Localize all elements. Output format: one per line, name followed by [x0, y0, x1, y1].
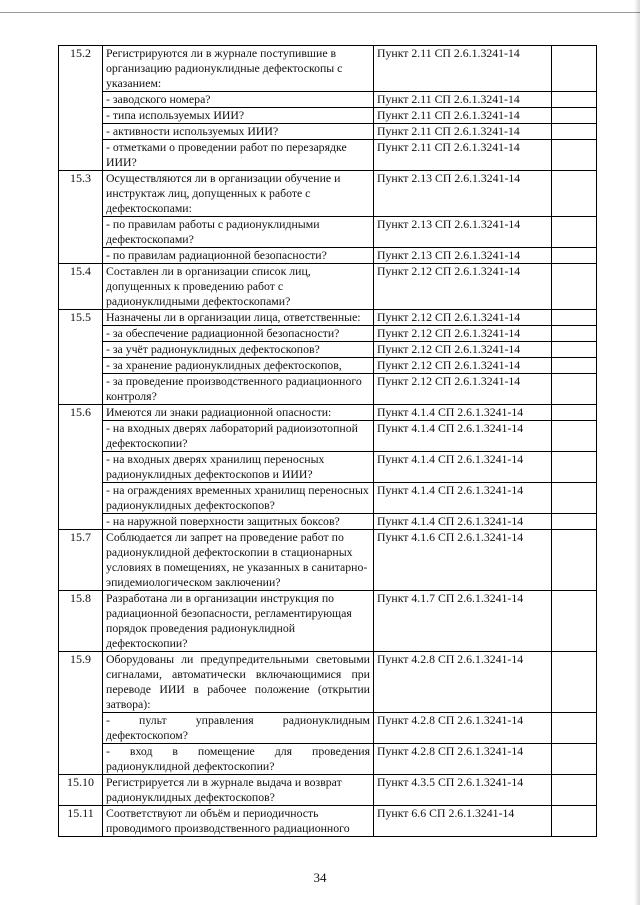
answer-cell [552, 652, 597, 713]
normative-reference: Пункт 2.12 СП 2.6.1.3241-14 [374, 374, 552, 405]
requirement-text: - на входных дверях хранилищ переносных радионуклидных дефектоскопов и ИИИ? [103, 452, 374, 483]
answer-cell [552, 124, 597, 140]
item-number: 15.6 [59, 405, 103, 530]
requirement-text: - за учёт радионуклидных дефектоскопов? [103, 342, 374, 358]
normative-reference: Пункт 2.12 СП 2.6.1.3241-14 [374, 326, 552, 342]
requirement-text: - на наружной поверхности защитных боксов? [103, 514, 374, 530]
requirement-text: - активности используемых ИИИ? [103, 124, 374, 140]
item-number: 15.2 [59, 46, 103, 171]
normative-reference: Пункт 2.12 СП 2.6.1.3241-14 [374, 310, 552, 326]
table-row [59, 310, 597, 326]
requirement-text: - вход в помещение для проведения радионуклидной дефектоскопии? [103, 744, 374, 775]
requirement-text: Соблюдается ли запрет на проведение работ по радионуклидной дефектоскопии в стационарных условиях в помещениях, не указанных в санитарно-эпидемиологическом заключении? [103, 530, 374, 591]
requirement-text: Оборудованы ли предупредительными световыми сигналами, автоматически включающимися при переводе ИИИ в рабочее положение (открытии затвора): [103, 652, 374, 713]
checklist-table [58, 45, 597, 837]
answer-cell [552, 171, 597, 217]
requirement-text: Регистрируется ли в журнале выдача и возврат радионуклидных дефектоскопов? [103, 775, 374, 806]
answer-cell [552, 775, 597, 806]
normative-reference: Пункт 4.2.8 СП 2.6.1.3241-14 [374, 713, 552, 744]
table-row [59, 775, 597, 806]
normative-reference: Пункт 4.2.8 СП 2.6.1.3241-14 [374, 652, 552, 713]
normative-reference: Пункт 4.1.4 СП 2.6.1.3241-14 [374, 452, 552, 483]
answer-cell [552, 248, 597, 264]
scan-edge-shadow [634, 0, 640, 905]
requirement-text: Составлен ли в организации список лиц, допущенных к проведению работ с радионуклидными дефектоскопами? [103, 264, 374, 310]
answer-cell [552, 374, 597, 405]
requirement-text: - на входных дверях лабораторий радиоизотопной дефектоскопии? [103, 421, 374, 452]
table-row [59, 452, 597, 483]
table-row [59, 530, 597, 591]
answer-cell [552, 92, 597, 108]
normative-reference: Пункт 2.11 СП 2.6.1.3241-14 [374, 108, 552, 124]
table-row [59, 140, 597, 171]
normative-reference: Пункт 4.2.8 СП 2.6.1.3241-14 [374, 744, 552, 775]
answer-cell [552, 342, 597, 358]
requirement-text: - за проведение производственного радиационного контроля? [103, 374, 374, 405]
normative-reference: Пункт 2.13 СП 2.6.1.3241-14 [374, 217, 552, 248]
normative-reference: Пункт 2.12 СП 2.6.1.3241-14 [374, 342, 552, 358]
requirement-text: - пульт управления радионуклидным дефектоскопом? [103, 713, 374, 744]
answer-cell [552, 405, 597, 421]
item-number: 15.3 [59, 171, 103, 264]
table-row [59, 326, 597, 342]
requirement-text: - на ограждениях временных хранилищ переносных радионуклидных дефектоскопов? [103, 483, 374, 514]
answer-cell [552, 140, 597, 171]
answer-cell [552, 358, 597, 374]
normative-reference: Пункт 2.13 СП 2.6.1.3241-14 [374, 248, 552, 264]
normative-reference: Пункт 2.11 СП 2.6.1.3241-14 [374, 124, 552, 140]
requirement-text: - по правилам работы с радионуклидными дефектоскопами? [103, 217, 374, 248]
normative-reference: Пункт 2.12 СП 2.6.1.3241-14 [374, 358, 552, 374]
requirement-text: Соответствуют ли объём и периодичность проводимого производственного радиационного [103, 806, 374, 837]
requirement-text: - отметками о проведении работ по перезарядке ИИИ? [103, 140, 374, 171]
requirement-text: - по правилам радиационной безопасности? [103, 248, 374, 264]
item-number: 15.10 [59, 775, 103, 806]
requirement-text: Имеются ли знаки радиационной опасности: [103, 405, 374, 421]
normative-reference: Пункт 6.6 СП 2.6.1.3241-14 [374, 806, 552, 837]
table-row [59, 421, 597, 452]
normative-reference: Пункт 2.11 СП 2.6.1.3241-14 [374, 92, 552, 108]
table-row [59, 713, 597, 744]
table-row [59, 124, 597, 140]
answer-cell [552, 744, 597, 775]
requirement-text: - за хранение радионуклидных дефектоскопов, [103, 358, 374, 374]
table-row [59, 806, 597, 837]
table-row [59, 92, 597, 108]
page-number: 34 [313, 870, 327, 885]
normative-reference: Пункт 2.11 СП 2.6.1.3241-14 [374, 46, 552, 92]
requirement-text: Регистрируются ли в журнале поступившие в организацию радионуклидные дефектоскопы с указанием: [103, 46, 374, 92]
item-number: 15.5 [59, 310, 103, 405]
table-row [59, 217, 597, 248]
requirement-text: Назначены ли в организации лица, ответственные: [103, 310, 374, 326]
requirement-text: Разработана ли в организации инструкция по радиационной безопасности, регламентирующая порядок проведения радионуклидной дефектоскопии? [103, 591, 374, 652]
item-number: 15.4 [59, 264, 103, 310]
requirement-text: - за обеспечение радиационной безопасности? [103, 326, 374, 342]
scan-top-rule [0, 12, 640, 13]
item-number: 15.8 [59, 591, 103, 652]
table-row [59, 46, 597, 92]
requirement-text: - типа используемых ИИИ? [103, 108, 374, 124]
table-row [59, 483, 597, 514]
answer-cell [552, 310, 597, 326]
table-row [59, 264, 597, 310]
normative-reference: Пункт 4.1.7 СП 2.6.1.3241-14 [374, 591, 552, 652]
normative-reference: Пункт 4.1.4 СП 2.6.1.3241-14 [374, 483, 552, 514]
table-row [59, 358, 597, 374]
normative-reference: Пункт 4.1.4 СП 2.6.1.3241-14 [374, 405, 552, 421]
table-row [59, 514, 597, 530]
item-number: 15.7 [59, 530, 103, 591]
answer-cell [552, 514, 597, 530]
normative-reference: Пункт 4.1.4 СП 2.6.1.3241-14 [374, 514, 552, 530]
item-number: 15.9 [59, 652, 103, 775]
answer-cell [552, 713, 597, 744]
table-row [59, 591, 597, 652]
requirement-text: - заводского номера? [103, 92, 374, 108]
answer-cell [552, 217, 597, 248]
answer-cell [552, 530, 597, 591]
normative-reference: Пункт 2.12 СП 2.6.1.3241-14 [374, 264, 552, 310]
table-row [59, 171, 597, 217]
normative-reference: Пункт 4.1.4 СП 2.6.1.3241-14 [374, 421, 552, 452]
normative-reference: Пункт 2.11 СП 2.6.1.3241-14 [374, 140, 552, 171]
item-number: 15.11 [59, 806, 103, 837]
table-row [59, 744, 597, 775]
answer-cell [552, 483, 597, 514]
table-row [59, 342, 597, 358]
answer-cell [552, 326, 597, 342]
answer-cell [552, 421, 597, 452]
requirement-text: Осуществляются ли в организации обучение и инструктаж лиц, допущенных к работе с дефектоскопами: [103, 171, 374, 217]
table-row [59, 405, 597, 421]
answer-cell [552, 591, 597, 652]
table-row [59, 108, 597, 124]
table-row [59, 652, 597, 713]
normative-reference: Пункт 2.13 СП 2.6.1.3241-14 [374, 171, 552, 217]
table-row [59, 248, 597, 264]
answer-cell [552, 264, 597, 310]
normative-reference: Пункт 4.1.6 СП 2.6.1.3241-14 [374, 530, 552, 591]
normative-reference: Пункт 4.3.5 СП 2.6.1.3241-14 [374, 775, 552, 806]
answer-cell [552, 108, 597, 124]
answer-cell [552, 806, 597, 837]
table-row [59, 374, 597, 405]
answer-cell [552, 452, 597, 483]
answer-cell [552, 46, 597, 92]
